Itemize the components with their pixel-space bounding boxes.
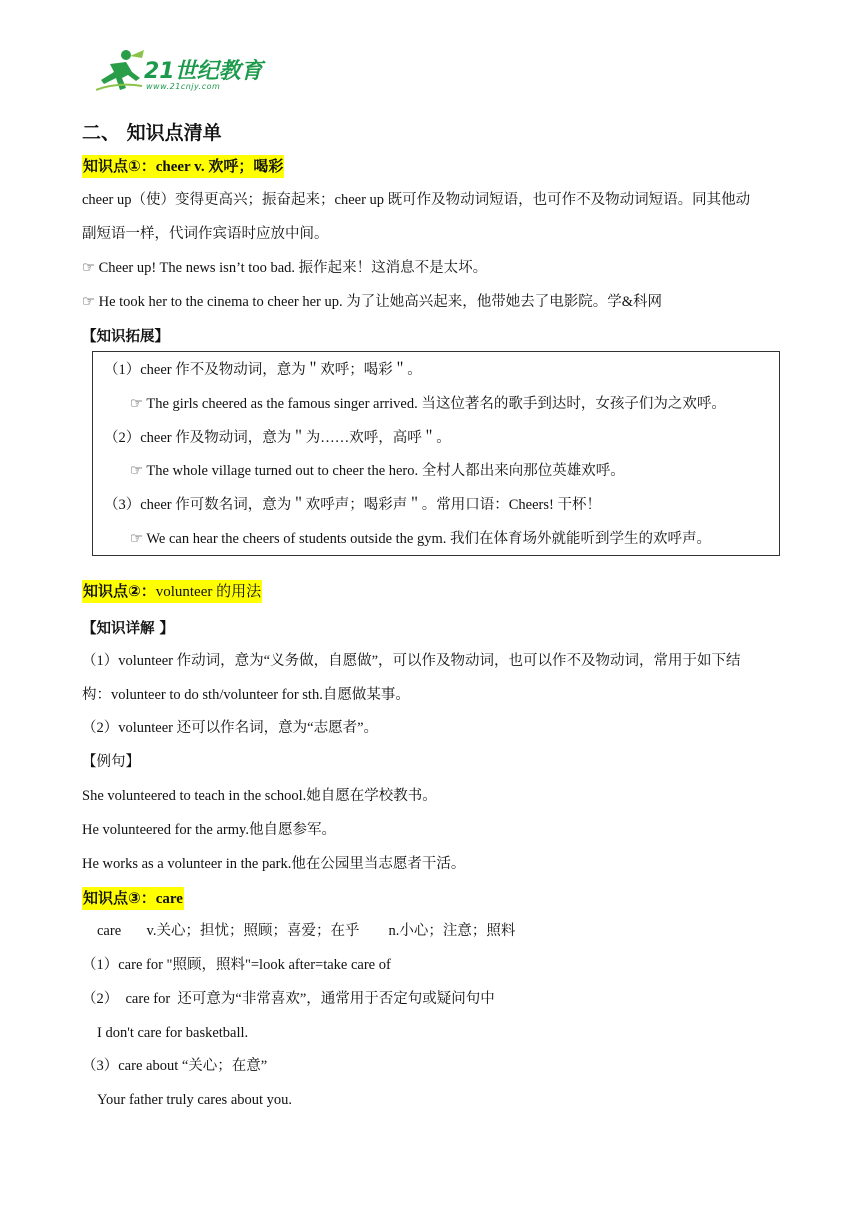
- expand-box: [92, 351, 780, 556]
- kp3-line-4: （3）care about “关心；在意”: [82, 1058, 268, 1074]
- kp1-example-2: ☞ He took her to the cinema to cheer her up. 为了让她高兴起来，他带她去了电影院。学&科网: [82, 294, 663, 310]
- runner-icon: [96, 48, 146, 92]
- knowledge-point-1-heading: 知识点①：cheer v. 欢呼；喝彩: [82, 155, 284, 178]
- kp2-line-3: （2）volunteer 还可以作名词，意为“志愿者”。: [82, 720, 379, 736]
- kp2-example-2: He volunteered for the army.他自愿参军。: [82, 822, 336, 838]
- box-example-1: ☞ The girls cheered as the famous singer arrived. 当这位著名的歌手到达时，女孩子们为之欢呼。: [130, 396, 726, 412]
- kp3-line-2: （1）care for "照顾，照料"=look after=take care of: [82, 957, 391, 973]
- section-title: 二、 知识点清单: [82, 122, 222, 144]
- kp2-line-2: 构：volunteer to do sth/volunteer for sth.自愿做某事。: [82, 687, 410, 703]
- knowledge-point-3-heading: 知识点③：care: [82, 887, 184, 910]
- logo-brand: 21世纪教育: [144, 59, 263, 84]
- kp1-line-2: 副短语一样，代词作宾语时应放中间。: [82, 226, 329, 242]
- box-example-2: ☞ The whole village turned out to cheer the hero. 全村人都出来向那位英雄欢呼。: [130, 463, 625, 479]
- kp3-line-1: care v.关心；担忧；照顾；喜爱；在乎 n.小心；注意；照料: [97, 923, 516, 939]
- detail-tag: 【知识详解 】: [82, 621, 175, 637]
- logo-url: www.21cnjy.com: [146, 82, 221, 91]
- kp1-example-1: ☞ Cheer up! The news isn’t too bad. 振作起来！这消息不是太坏。: [82, 260, 488, 276]
- site-logo: [96, 48, 266, 96]
- example-tag: 【例句】: [82, 754, 140, 770]
- box-example-3: ☞ We can hear the cheers of students outside the gym. 我们在体育场外就能听到学生的欢呼声。: [130, 531, 711, 547]
- box-line-1: （1）cheer 作不及物动词，意为＂欢呼；喝彩＂。: [104, 362, 422, 378]
- kp1-line-1: cheer up（使）变得更高兴；振奋起来；cheer up 既可作及物动词短语，也可作不及物动词短语。同其他动: [82, 192, 751, 208]
- box-line-2: （2）cheer 作及物动词，意为＂为……欢呼，高呼＂。: [104, 430, 451, 446]
- kp3-example-1: I don't care for basketball.: [97, 1025, 249, 1041]
- knowledge-point-2-heading: 知识点②：volunteer 的用法: [82, 580, 262, 603]
- expand-tag: 【知识拓展】: [82, 329, 169, 345]
- box-line-3: （3）cheer 作可数名词，意为＂欢呼声；喝彩声＂。常用口语：Cheers! 干杯！: [104, 497, 601, 513]
- kp3-example-2: Your father truly cares about you.: [97, 1092, 293, 1108]
- kp2-example-3: He works as a volunteer in the park.他在公园里当志愿者干活。: [82, 856, 466, 872]
- kp2-line-1: （1）volunteer 作动词，意为“义务做，自愿做”，可以作及物动词，也可以作不及物动词，常用于如下结: [82, 653, 741, 669]
- kp3-line-3: （2） care for 还可意为“非常喜欢”，通常用于否定句或疑问句中: [82, 991, 495, 1007]
- kp2-example-1: She volunteered to teach in the school.她自愿在学校教书。: [82, 788, 437, 804]
